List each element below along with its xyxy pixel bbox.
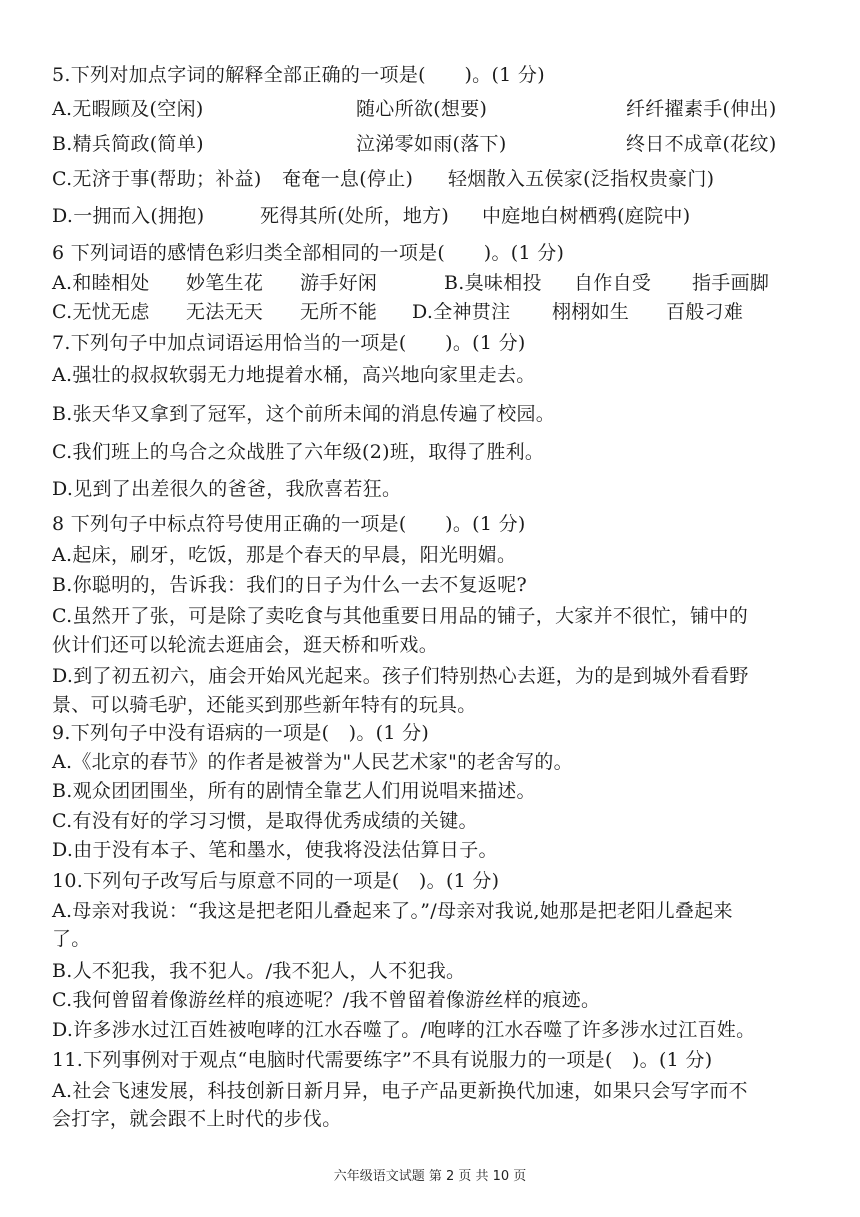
q5-option-d-3: 中庭地白树栖鸦(庭院中) (482, 205, 691, 227)
q5-option-a-2: 随心所欲(想要) (356, 98, 488, 120)
q5-stem: 5.下列对加点字词的解释全部正确的一项是( )。(1 分) (52, 64, 545, 86)
q5-option-c-3: 轻烟散入五侯家(泛指权贵豪门) (448, 168, 715, 190)
q7-option-b: B.张天华又拿到了冠军，这个前所未闻的消息传遍了校园。 (52, 403, 556, 425)
q5-option-b-2: 泣涕零如雨(落下) (356, 133, 507, 155)
q6-word-8: 无法无天 (186, 301, 264, 323)
q5-option-a-3: 纤纤擢素手(伸出) (626, 98, 777, 120)
q5-options-row-3 (52, 166, 812, 192)
q10-option-b: B.人不犯我，我不犯人。/我不犯人，人不犯我。 (52, 960, 466, 982)
q8-option-c-line-2: 伙计们还可以轮流去逛庙会，逛天桥和听戏。 (52, 634, 439, 656)
q11-option-a-line-1: A.社会飞速发展，科技创新日新月异，电子产品更新换代加速，如果只会写字而不 (52, 1080, 748, 1102)
q6-word-6: 指手画脚 (692, 272, 770, 294)
q9-stem: 9.下列句子中没有语病的一项是( )。(1 分) (52, 722, 430, 744)
q6-word-1: A.和睦相处 (52, 272, 150, 294)
page-footer: 六年级语文试题 第 2 页 共 10 页 (333, 1169, 527, 1184)
q8-option-b: B.你聪明的，告诉我：我们的日子为什么一去不复返呢? (52, 574, 527, 596)
q6-word-10: D.全神贯注 (412, 301, 511, 323)
q6-word-7: C.无忧无虑 (52, 301, 150, 323)
q6-options-row-1 (52, 270, 812, 296)
q9-option-d: D.由于没有本子、笔和墨水，使我将没法估算日子。 (52, 839, 498, 861)
q6-options-row-2 (52, 299, 812, 325)
q8-option-d-line-1: D.到了初五初六，庙会开始风光起来。孩子们特别热心去逛，为的是到城外看看野 (52, 665, 749, 687)
q10-stem: 10.下列句子改写后与原意不同的一项是( )。(1 分) (52, 870, 500, 892)
q7-option-d: D.见到了出差很久的爸爸，我欣喜若狂。 (52, 478, 402, 500)
q6-word-3: 游手好闲 (300, 272, 378, 294)
q9-option-b: B.观众团团围坐，所有的剧情全靠艺人们用说唱来描述。 (52, 780, 536, 802)
q10-option-a-line-2: 了。 (52, 928, 91, 950)
q11-stem: 11.下列事例对于观点“电脑时代需要练字”不具有说服力的一项是( )。(1 分) (52, 1049, 713, 1071)
q5-option-c-1: C.无济于事(帮助；补益) (52, 168, 262, 190)
q5-option-d-2: 死得其所(处所，地方) (260, 205, 450, 227)
q5-options-row-1 (52, 96, 812, 122)
q11-option-a-line-2: 会打字，就会跟不上时代的步伐。 (52, 1108, 342, 1130)
q9-option-c: C.有没有好的学习习惯，是取得优秀成绩的关键。 (52, 810, 478, 832)
q7-option-a: A.强壮的叔叔软弱无力地提着水桶，高兴地向家里走去。 (52, 364, 536, 386)
q5-options-row-4 (52, 203, 812, 229)
q8-option-c-line-1: C.虽然开了张，可是除了卖吃食与其他重要日用品的铺子，大家并不很忙，铺中的 (52, 605, 749, 627)
q7-stem: 7.下列句子中加点词语运用恰当的一项是( )。(1 分) (52, 332, 526, 354)
q8-option-a: A.起床，刷牙，吃饭，那是个春天的早晨，阳光明媚。 (52, 544, 517, 566)
q10-option-d: D.许多涉水过江百姓被咆哮的江水吞噬了。/咆哮的江水吞噬了许多涉水过江百姓。 (52, 1019, 756, 1041)
q6-word-4: B.臭味相投 (444, 272, 542, 294)
q5-option-d-1: D.一拥而入(拥抱) (52, 205, 205, 227)
q8-stem: 8 下列句子中标点符号使用正确的一项是( )。(1 分) (52, 513, 526, 535)
q10-option-c: C.我何曾留着像游丝样的痕迹呢？/我不曾留着像游丝样的痕迹。 (52, 989, 601, 1011)
q6-word-9: 无所不能 (300, 301, 378, 323)
q10-option-a-line-1: A.母亲对我说：“我这是把老阳儿叠起来了。”/母亲对我说,她那是把老阳儿叠起来 (52, 900, 733, 922)
q6-word-11: 栩栩如生 (552, 301, 630, 323)
q5-option-c-2: 奄奄一息(停止) (282, 168, 414, 190)
q5-option-a-1: A.无暇顾及(空闲) (52, 98, 204, 120)
q6-stem: 6 下列词语的感情色彩归类全部相同的一项是( )。(1 分) (52, 242, 565, 264)
q8-option-d-line-2: 景、可以骑毛驴，还能买到那些新年特有的玩具。 (52, 694, 477, 716)
q6-word-12: 百般刁难 (666, 301, 744, 323)
q6-word-2: 妙笔生花 (186, 272, 264, 294)
q5-option-b-1: B.精兵简政(简单) (52, 133, 204, 155)
q7-option-c: C.我们班上的乌合之众战胜了六年级(2)班，取得了胜利。 (52, 441, 545, 463)
q5-options-row-2 (52, 131, 812, 157)
q6-word-5: 自作自受 (574, 272, 652, 294)
q5-option-b-3: 终日不成章(花纹) (626, 133, 777, 155)
q9-option-a: A.《北京的春节》的作者是被誉为"人民艺术家"的老舍写的。 (52, 751, 573, 773)
